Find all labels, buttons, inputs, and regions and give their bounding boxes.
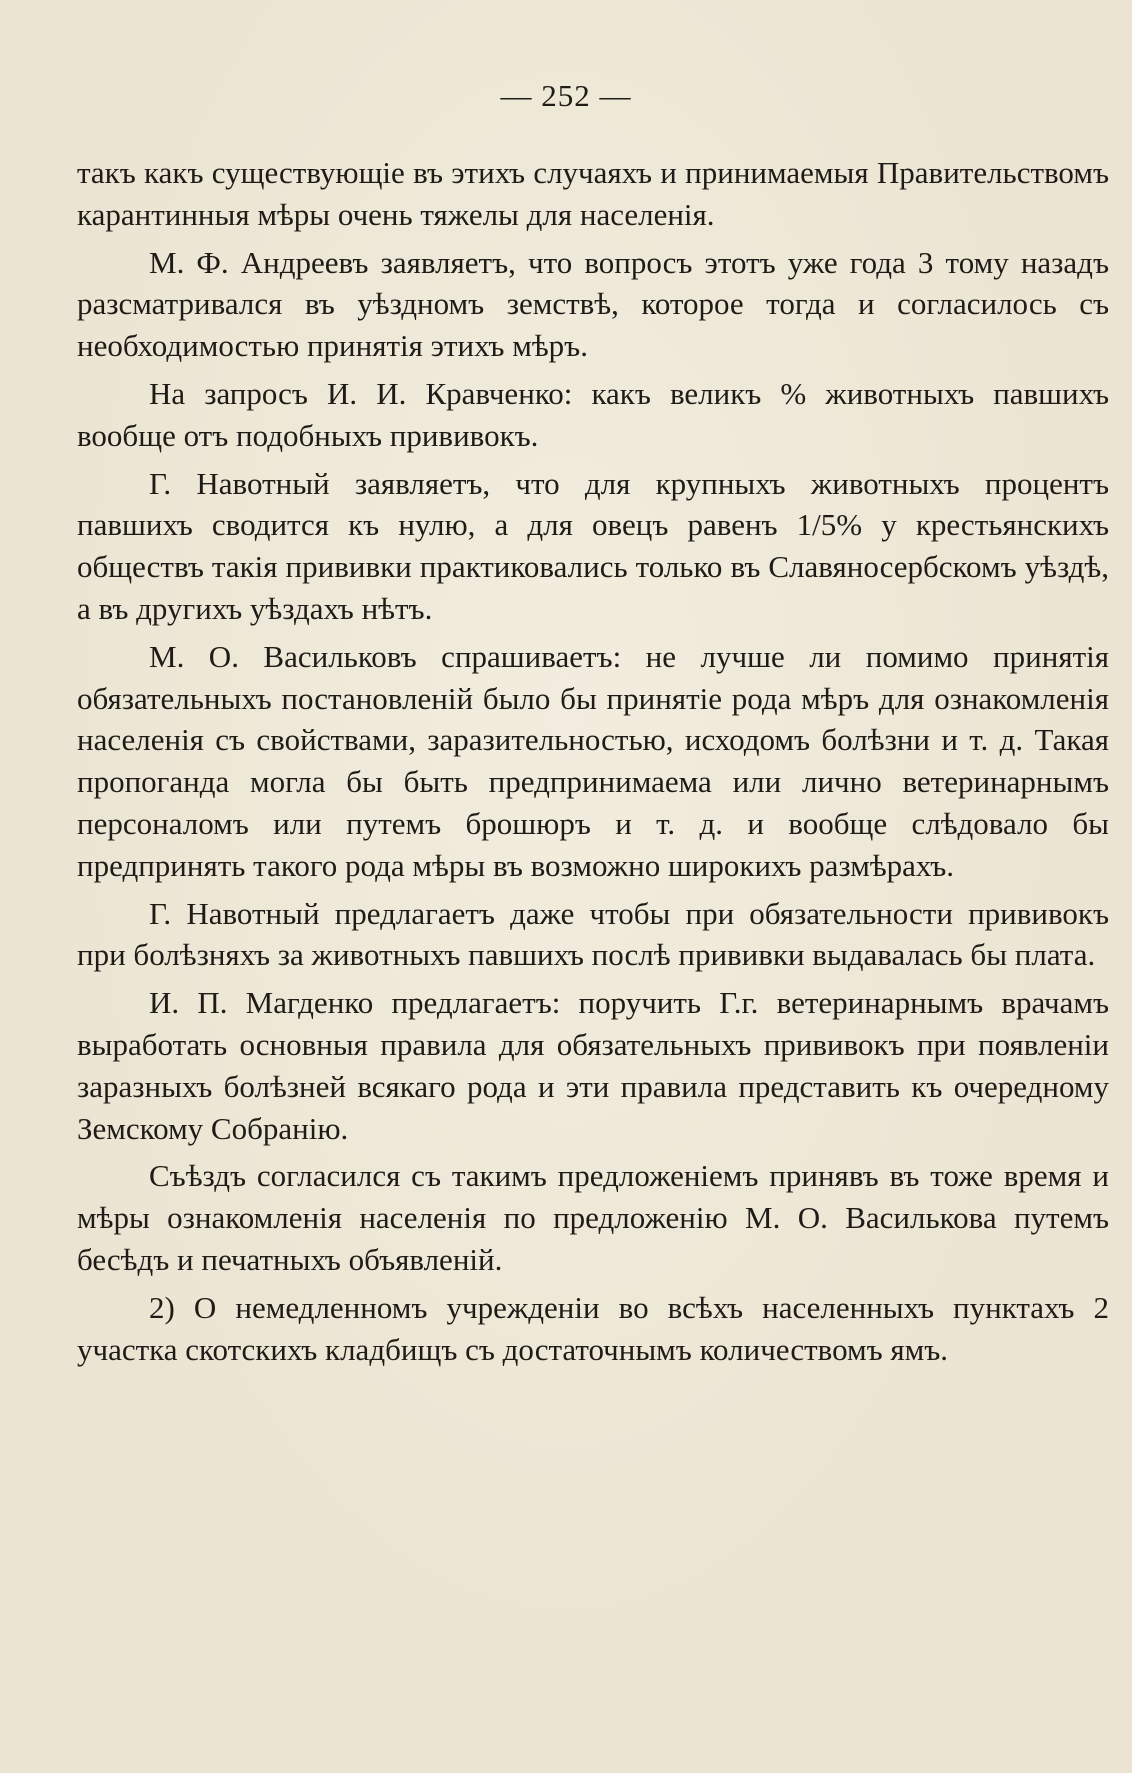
paragraph-continuation: такъ какъ существующіе въ этихъ случаяхъ и принимаемыя Правительствомъ карантинныя мѣры очень тяжелы для населенія. [77, 155, 1109, 232]
paragraph-congress-decision: Съѣздъ согласился съ такимъ предложеніемъ принявъ въ тоже время и мѣры ознакомленія населенія по предложенію М. О. Василькова путемъ бесѣдъ и печатныхъ объявленій. [77, 1158, 1109, 1277]
paragraph-item-2: 2) О немедленномъ учрежденіи во всѣхъ населенныхъ пунктахъ 2 участка скотскихъ кладбищъ съ достаточнымъ количествомъ ямъ. [77, 1289, 1109, 1367]
paragraph-navotny-proposal: Г. Навотный предлагаетъ даже чтобы при обязательности прививокъ при болѣзняхъ за животныхъ павшихъ послѣ прививки выдавалась бы плата. [77, 895, 1109, 973]
paragraph-andreev: М. Ф. Андреевъ заявляетъ, что вопросъ этотъ уже года 3 тому назадъ разсматривался въ уѣздномъ земствѣ, которое тогда и согласилось съ необходимостью принятія этихъ мѣръ. [77, 244, 1109, 364]
paragraph-kravchenko-query: На запросъ И. И. Кравченко: какъ великъ % животныхъ павшихъ вообще отъ подобныхъ прививокъ. [77, 375, 1109, 453]
page-number: — 252 — [500, 78, 632, 113]
paragraph-vasilkov-question: М. О. Васильковъ спрашиваетъ: не лучше ли помимо принятія обязательныхъ постановленій было бы принятіе рода мѣръ для ознакомленія населенія съ свойствами, заразительностью, исходомъ болѣзни и т. д. Такая пропоганда могла бы быть предпринимаема или лично ветеринарнымъ персоналомъ или путемъ брошюръ и т. д. и вообще слѣдовало бы предпринять такого рода мѣры въ возможно широкихъ размѣрахъ. [77, 638, 1109, 883]
paragraph-magdenko-proposal: И. П. Магденко предлагаетъ: поручить Г.г. ветеринарнымъ врачамъ выработать основныя правила для обязательныхъ прививокъ при появленіи заразныхъ болѣзней всякаго рода и эти правила представить къ очередному Земскому Собранію. [77, 985, 1109, 1146]
body-text [77, 152, 1109, 1370]
paragraph-navotny-statement: Г. Навотный заявляетъ, что для крупныхъ животныхъ процентъ павшихъ сводится къ нулю, а для овецъ равенъ 1/5% у крестьянскихъ обществъ такія прививки практиковались только въ Славяносербскомъ уѣздѣ, а въ другихъ уѣздахъ нѣтъ. [77, 465, 1109, 626]
